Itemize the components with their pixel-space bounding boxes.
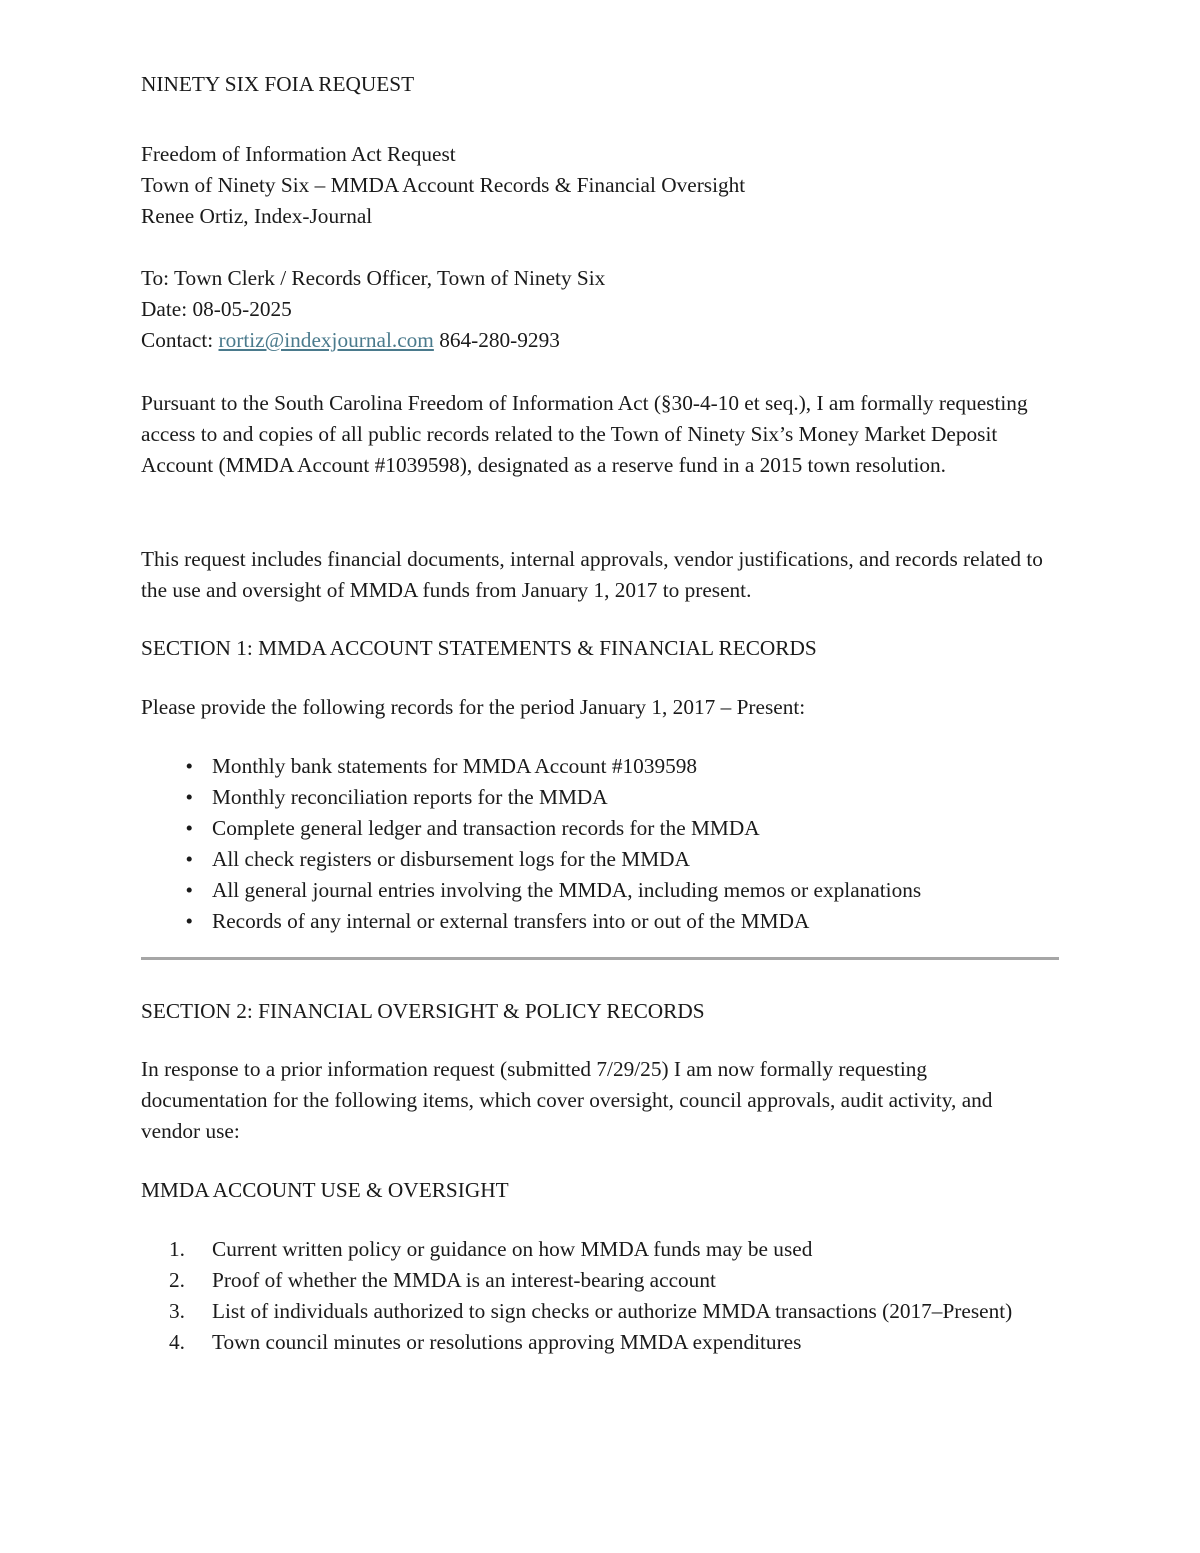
section1-heading: SECTION 1: MMDA ACCOUNT STATEMENTS & FINANCIAL RECORDS <box>141 636 817 660</box>
list-item: • Complete general ledger and transaction records for the MMDA <box>141 813 1061 844</box>
address-block <box>141 263 1061 356</box>
section2-list <box>141 1234 1041 1358</box>
bullet: • <box>185 878 193 902</box>
recipient: To: Town Clerk / Records Officer, Town of Ninety Six <box>141 266 606 290</box>
list-item: • Monthly reconciliation reports for the MMDA <box>141 782 1061 813</box>
section1-lead: Please provide the following records for the period January 1, 2017 – Present: <box>141 695 806 719</box>
header-line: Freedom of Information Act Request <box>141 142 456 166</box>
section2-lead: In response to a prior information request (submitted 7/29/25) I am now formally requesting documentation for the following items, which cover oversight, council approvals, audit activity, and vendor use: <box>141 1057 993 1143</box>
bullet: • <box>185 816 193 840</box>
horizontal-divider <box>141 957 1059 960</box>
list-item: • All general journal entries involving the MMDA, including memos or explanations <box>141 875 1061 906</box>
list-item: • Records of any internal or external transfers into or out of the MMDA <box>141 906 1061 937</box>
date: Date: 08-05-2025 <box>141 297 292 321</box>
list-item: • Monthly bank statements for MMDA Account #1039598 <box>141 751 1061 782</box>
list-item: 3. List of individuals authorized to sign checks or authorize MMDA transactions (2017–Present) <box>169 1299 1013 1323</box>
document-title: NINETY SIX FOIA REQUEST <box>141 72 415 96</box>
email-link[interactable]: rortiz@indexjournal.com <box>218 328 434 352</box>
section1-list <box>141 751 1061 937</box>
section2-subheading: MMDA ACCOUNT USE & OVERSIGHT <box>141 1178 509 1202</box>
header-line: Renee Ortiz, Index-Journal <box>141 204 373 228</box>
section2-heading: SECTION 2: FINANCIAL OVERSIGHT & POLICY RECORDS <box>141 999 705 1023</box>
scope-paragraph: This request includes financial documents, internal approvals, vendor justifications, and records related to the use and oversight of MMDA funds from January 1, 2017 to present. <box>141 547 1043 602</box>
bullet: • <box>185 754 193 778</box>
phone: 864-280-9293 <box>439 328 560 352</box>
bullet: • <box>185 785 193 809</box>
intro-paragraph: Pursuant to the South Carolina Freedom of Information Act (§30-4-10 et seq.), I am formally requesting access to and copies of all public records related to the Town of Ninety Six’s Money Market Deposit Account (MMDA Account #1039598), designated as a reserve fund in a 2015 town resolution. <box>141 391 1028 477</box>
list-item: 2. Proof of whether the MMDA is an interest-bearing account <box>169 1268 716 1292</box>
list-item: 1. Current written policy or guidance on how MMDA funds may be used <box>169 1237 813 1261</box>
bullet: • <box>185 847 193 871</box>
list-item: • All check registers or disbursement logs for the MMDA <box>141 844 1061 875</box>
request-header <box>141 139 1061 232</box>
list-item: 4. Town council minutes or resolutions approving MMDA expenditures <box>169 1330 802 1354</box>
header-line: Town of Ninety Six – MMDA Account Records & Financial Oversight <box>141 173 746 197</box>
bullet: • <box>185 909 193 933</box>
contact-line: Contact: rortiz@indexjournal.com 864-280-9293 <box>141 328 560 352</box>
